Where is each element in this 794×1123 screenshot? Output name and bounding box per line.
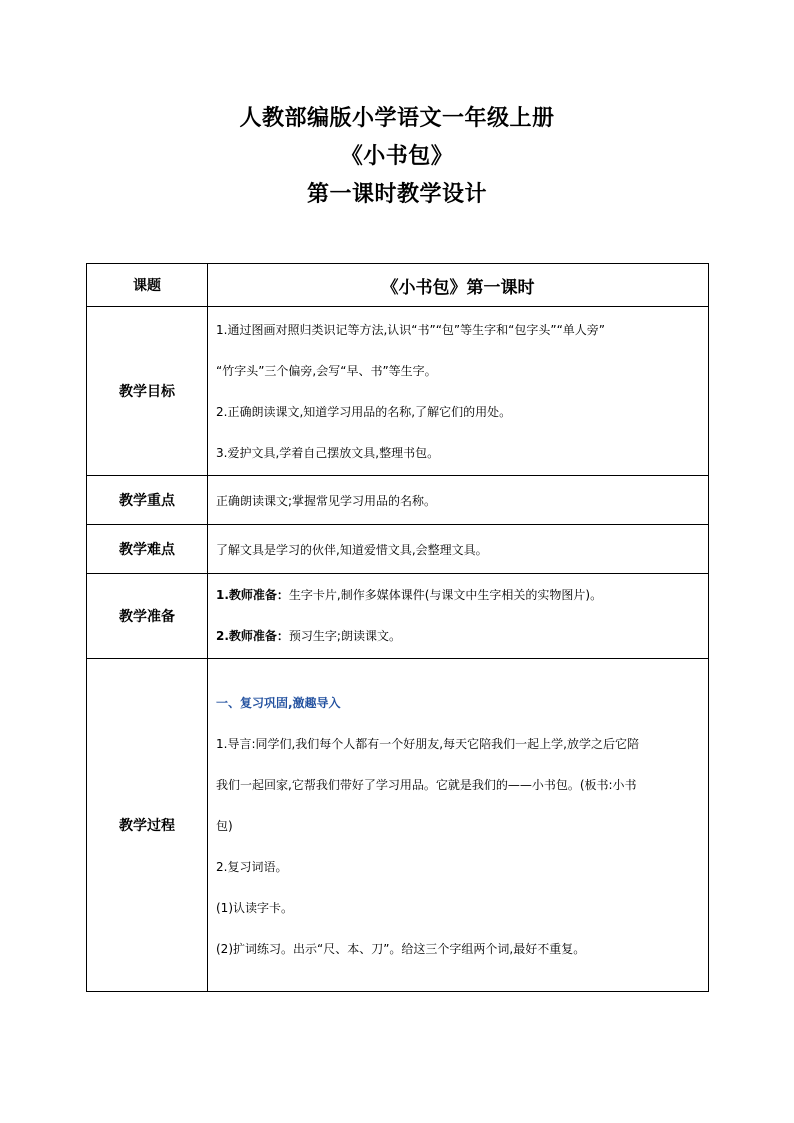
title-design: 第一课时教学设计 [306,182,487,207]
process-section-heading: 一、复习巩固,激趣导入 [216,695,341,710]
goal-2: 2.正确朗读课文,知道学习用品的名称,了解它们的用处。 [216,405,512,419]
preparation-label: 教学准备 [87,574,208,659]
goals-label: 教学目标 [87,307,208,476]
difficulties-label: 教学难点 [87,525,208,574]
process-read-cards: (1)认读字卡。 [216,900,293,915]
process-review-words: 2.复习词语。 [216,859,288,874]
preparation-item-2-text: 预习生字;朗读课文。 [288,629,401,643]
process-label: 教学过程 [87,659,208,992]
preparation-item-1-text: 生字卡片,制作多媒体课件(与课文中生字相关的实物图片)。 [288,588,603,602]
goal-1-line-1: 1.通过图画对照归类识记等方法,认识“书”“包”等生字和“包字头”“单人旁” [216,323,606,337]
title-textbook: 人教部编版小学语文一年级上册 [239,106,555,131]
process-intro-line-3: 包) [216,818,233,833]
table-row-difficulties [87,525,709,574]
topic-label: 课题 [87,264,208,307]
key-points-value: 正确朗读课文;掌握常见学习用品的名称。 [208,476,709,525]
process-content [208,659,709,992]
goal-3: 3.爱护文具,学着自己摆放文具,整理书包。 [216,446,440,460]
preparation-item-2-label: 2.教师准备： [216,629,289,643]
preparation-item-1-label: 1.教师准备： [216,588,289,602]
table-row-goals [87,307,709,476]
table-row-key-points [87,476,709,525]
process-intro-line-2: 我们一起回家,它帮我们带好了学习用品。它就是我们的——小书包。(板书:小书 [216,777,637,792]
goal-1-line-2: “竹字头”三个偏旁,会写“早、书”等生字。 [216,364,437,378]
key-points-label: 教学重点 [87,476,208,525]
document-title [0,100,794,214]
preparation-item-2 [216,616,700,657]
table-row-topic [87,264,709,307]
title-lesson: 《小书包》 [340,144,454,169]
goals-content [208,307,709,476]
difficulties-value: 了解文具是学习的伙伴,知道爱惜文具,会整理文具。 [208,525,709,574]
table-row-preparation [87,574,709,659]
lesson-plan-table [86,263,709,992]
table-row-process [87,659,709,992]
preparation-item-1 [216,575,700,616]
process-intro-line-1: 1.导言:同学们,我们每个人都有一个好朋友,每天它陪我们一起上学,放学之后它陪 [216,736,639,751]
preparation-content [208,574,709,659]
topic-value: 《小书包》第一课时 [208,264,709,307]
process-word-expansion: (2)扩词练习。出示“尺、本、刀”。给这三个字组两个词,最好不重复。 [216,941,586,956]
